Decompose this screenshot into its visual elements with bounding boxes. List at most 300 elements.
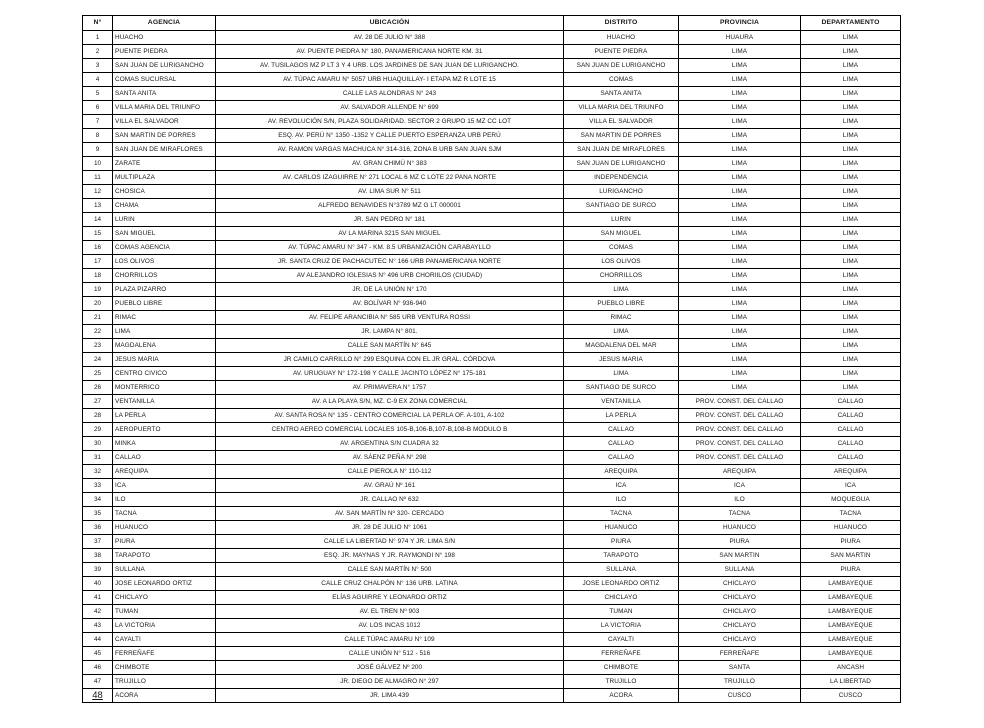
cell-num: 34 (83, 493, 113, 507)
cell-provincia: PROV. CONST. DEL CALLAO (679, 437, 801, 451)
cell-ubicacion: AV. TUSILAGOS MZ P LT 3 Y 4 URB. LOS JARDINES DE SAN JUAN DE LURIGANCHO. (216, 59, 564, 73)
cell-ubicacion: AV. BOLÍVAR N° 936-940 (216, 297, 564, 311)
cell-departamento: CALLAO (801, 409, 901, 423)
cell-departamento: LIMA (801, 45, 901, 59)
column-header-distrito: DISTRITO (564, 16, 679, 31)
cell-num: 16 (83, 241, 113, 255)
cell-ubicacion: AV. TÚPAC AMARU N° 347 - KM. 8.5 URBANIZACIÓN CARABAYLLO (216, 241, 564, 255)
cell-provincia: TACNA (679, 507, 801, 521)
cell-num: 27 (83, 395, 113, 409)
cell-ubicacion: JOSÉ GÁLVEZ Nº 200 (216, 661, 564, 675)
table-row (83, 227, 901, 241)
cell-ubicacion: JR. DE LA UNIÓN N° 170 (216, 283, 564, 297)
cell-num: 22 (83, 325, 113, 339)
cell-ubicacion: CALLE TÚPAC AMARU N° 109 (216, 633, 564, 647)
cell-num: 33 (83, 479, 113, 493)
cell-agencia: TRUJILLO (113, 675, 216, 689)
cell-distrito: SAN JUAN DE LURIGANCHO (564, 157, 679, 171)
table-row (83, 451, 901, 465)
cell-ubicacion: JR. 28 DE JULIO N° 1061 (216, 521, 564, 535)
cell-distrito: CHICLAYO (564, 591, 679, 605)
cell-ubicacion: JR. CALLAO Nº 632 (216, 493, 564, 507)
cell-provincia: LIMA (679, 269, 801, 283)
cell-agencia: SANTA ANITA (113, 87, 216, 101)
table-row (83, 283, 901, 297)
table-row (83, 311, 901, 325)
cell-agencia: CHORRILLOS (113, 269, 216, 283)
cell-departamento: CALLAO (801, 451, 901, 465)
cell-provincia: SAN MARTIN (679, 549, 801, 563)
cell-agencia: TARAPOTO (113, 549, 216, 563)
cell-distrito: PUENTE PIEDRA (564, 45, 679, 59)
cell-distrito: VILLA MARIA DEL TRIUNFO (564, 101, 679, 115)
cell-agencia: AEROPUERTO (113, 423, 216, 437)
cell-ubicacion: CALLE UNIÓN N° 512 - 516 (216, 647, 564, 661)
table-row (83, 647, 901, 661)
table-row (83, 353, 901, 367)
agency-table (82, 15, 901, 703)
cell-departamento: LIMA (801, 143, 901, 157)
cell-provincia: SANTA (679, 661, 801, 675)
table-row (83, 367, 901, 381)
cell-num: 13 (83, 199, 113, 213)
cell-departamento: LIMA (801, 381, 901, 395)
cell-ubicacion: JR. SAN PEDRO N° 181 (216, 213, 564, 227)
cell-num: 6 (83, 101, 113, 115)
cell-ubicacion: AV. ARGENTINA S/N CUADRA 32 (216, 437, 564, 451)
cell-ubicacion: AV. REVOLUCIÓN S/N, PLAZA SOLIDARIDAD. SECTOR 2 GRUPO 15 MZ CC LOT (216, 115, 564, 129)
cell-num: 37 (83, 535, 113, 549)
table-row (83, 339, 901, 353)
cell-num: 47 (83, 675, 113, 689)
table-row (83, 171, 901, 185)
cell-ubicacion: JR CAMILO CARRILLO N° 299 ESQUINA CON EL JR GRAL. CÓRDOVA (216, 353, 564, 367)
cell-ubicacion: JR. DIEGO DE ALMAGRO N° 297 (216, 675, 564, 689)
cell-distrito: TACNA (564, 507, 679, 521)
cell-provincia: LIMA (679, 367, 801, 381)
table-row (83, 423, 901, 437)
cell-departamento: LIMA (801, 185, 901, 199)
cell-agencia: PUEBLO LIBRE (113, 297, 216, 311)
cell-agencia: SULLANA (113, 563, 216, 577)
cell-agencia: CHAMA (113, 199, 216, 213)
cell-agencia: PUENTE PIEDRA (113, 45, 216, 59)
cell-agencia: MAGDALENA (113, 339, 216, 353)
cell-num: 43 (83, 619, 113, 633)
cell-provincia: LIMA (679, 157, 801, 171)
cell-distrito: TARAPOTO (564, 549, 679, 563)
cell-ubicacion: ELÍAS AGUIRRE Y LEONARDO ORTIZ (216, 591, 564, 605)
cell-num: 39 (83, 563, 113, 577)
cell-agencia: LURIN (113, 213, 216, 227)
cell-distrito: SAN MIGUEL (564, 227, 679, 241)
column-header-ubicacion: UBICACIÓN (216, 16, 564, 31)
cell-ubicacion: AV. A LA PLAYA S/N, MZ. C-9 EX ZONA COMERCIAL (216, 395, 564, 409)
table-row (83, 661, 901, 675)
cell-distrito: PUEBLO LIBRE (564, 297, 679, 311)
cell-num: 1 (83, 31, 113, 45)
cell-provincia: LIMA (679, 353, 801, 367)
cell-num: 20 (83, 297, 113, 311)
cell-provincia: LIMA (679, 115, 801, 129)
cell-distrito: LIMA (564, 367, 679, 381)
table-row (83, 619, 901, 633)
cell-num: 3 (83, 59, 113, 73)
cell-num: 26 (83, 381, 113, 395)
cell-departamento: LIMA (801, 31, 901, 45)
cell-distrito: SAN JUAN DE LURIGANCHO (564, 59, 679, 73)
cell-departamento: LIMA (801, 367, 901, 381)
cell-departamento: LA LIBERTAD (801, 675, 901, 689)
cell-num: 11 (83, 171, 113, 185)
cell-departamento: LIMA (801, 269, 901, 283)
table-row (83, 535, 901, 549)
table-row (83, 255, 901, 269)
cell-distrito: CALLAO (564, 423, 679, 437)
cell-distrito: LA VICTORIA (564, 619, 679, 633)
column-header-num: N° (83, 16, 113, 31)
table-row (83, 591, 901, 605)
cell-departamento: LAMBAYEQUE (801, 633, 901, 647)
table-row (83, 507, 901, 521)
cell-ubicacion: AV. SAN MARTÍN Nº 320- CERCADO (216, 507, 564, 521)
cell-num: 46 (83, 661, 113, 675)
cell-departamento: LIMA (801, 59, 901, 73)
cell-ubicacion: AV. TÚPAC AMARU N° 5057 URB HUAQUILLAY- I ETAPA MZ R LOTE 15 (216, 73, 564, 87)
cell-num: 12 (83, 185, 113, 199)
cell-agencia: CENTRO CIVICO (113, 367, 216, 381)
cell-ubicacion: AV. SALVADOR ALLENDE N° 699 (216, 101, 564, 115)
cell-num: 8 (83, 129, 113, 143)
table-header (83, 16, 901, 31)
cell-departamento: LIMA (801, 311, 901, 325)
cell-distrito: CHIMBOTE (564, 661, 679, 675)
cell-provincia: PROV. CONST. DEL CALLAO (679, 395, 801, 409)
cell-distrito: COMAS (564, 241, 679, 255)
cell-agencia: LA VICTORIA (113, 619, 216, 633)
cell-departamento: LIMA (801, 283, 901, 297)
cell-num: 30 (83, 437, 113, 451)
cell-departamento: CALLAO (801, 437, 901, 451)
cell-agencia: MONTERRICO (113, 381, 216, 395)
cell-agencia: SAN MIGUEL (113, 227, 216, 241)
table-row (83, 45, 901, 59)
cell-provincia: LIMA (679, 87, 801, 101)
cell-provincia: LIMA (679, 143, 801, 157)
cell-num: 4 (83, 73, 113, 87)
cell-ubicacion: CALLE LAS ALONDRAS N° 243 (216, 87, 564, 101)
cell-distrito: HUACHO (564, 31, 679, 45)
cell-ubicacion: JR. SANTA CRUZ DE PACHACUTEC N° 166 URB PANAMERICANA NORTE (216, 255, 564, 269)
cell-departamento: ANCASH (801, 661, 901, 675)
table-row (83, 87, 901, 101)
cell-ubicacion: AV. RAMON VARGAS MACHUCA N° 314-316, ZONA B URB SAN JUAN SJM (216, 143, 564, 157)
cell-num: 32 (83, 465, 113, 479)
cell-provincia: ILO (679, 493, 801, 507)
table-row (83, 199, 901, 213)
table-row (83, 437, 901, 451)
cell-departamento: CALLAO (801, 423, 901, 437)
cell-provincia: LIMA (679, 339, 801, 353)
cell-agencia: ACORA (113, 689, 216, 703)
cell-departamento: LIMA (801, 213, 901, 227)
cell-provincia: LIMA (679, 283, 801, 297)
cell-distrito: VILLA EL SALVADOR (564, 115, 679, 129)
cell-agencia: CALLAO (113, 451, 216, 465)
cell-departamento: LIMA (801, 101, 901, 115)
cell-departamento: LIMA (801, 157, 901, 171)
cell-agencia: COMAS SUCURSAL (113, 73, 216, 87)
cell-agencia: ILO (113, 493, 216, 507)
cell-agencia: SAN JUAN DE MIRAFLORES (113, 143, 216, 157)
cell-distrito: ILO (564, 493, 679, 507)
column-header-departamento: DEPARTAMENTO (801, 16, 901, 31)
cell-agencia: VILLA MARIA DEL TRIUNFO (113, 101, 216, 115)
cell-provincia: LIMA (679, 381, 801, 395)
cell-agencia: MINKA (113, 437, 216, 451)
cell-departamento: LIMA (801, 325, 901, 339)
cell-distrito: SAN MARTIN DE PORRES (564, 129, 679, 143)
cell-distrito: LURIGANCHO (564, 185, 679, 199)
table-row (83, 59, 901, 73)
cell-num: 23 (83, 339, 113, 353)
cell-distrito: SAN JUAN DE MIRAFLORES (564, 143, 679, 157)
cell-distrito: SULLANA (564, 563, 679, 577)
table-row (83, 605, 901, 619)
cell-departamento: CALLAO (801, 395, 901, 409)
cell-ubicacion: AV. FELIPE ARANCIBIA N° 585 URB VENTURA ROSSI (216, 311, 564, 325)
cell-departamento: LIMA (801, 353, 901, 367)
cell-num: 9 (83, 143, 113, 157)
cell-provincia: CHICLAYO (679, 577, 801, 591)
cell-departamento: HUANUCO (801, 521, 901, 535)
cell-ubicacion: CALLE SAN MARTÍN N° 645 (216, 339, 564, 353)
agency-table-container (82, 15, 900, 703)
cell-provincia: LIMA (679, 171, 801, 185)
cell-agencia: LOS OLIVOS (113, 255, 216, 269)
cell-departamento: AREQUIPA (801, 465, 901, 479)
table-row (83, 395, 901, 409)
cell-provincia: CHICLAYO (679, 591, 801, 605)
cell-agencia: SAN MARTIN DE PORRES (113, 129, 216, 143)
table-row (83, 213, 901, 227)
cell-agencia: TACNA (113, 507, 216, 521)
table-row (83, 241, 901, 255)
cell-distrito: CAYALTI (564, 633, 679, 647)
cell-agencia: FERREÑAFE (113, 647, 216, 661)
cell-agencia: CHICLAYO (113, 591, 216, 605)
table-body (83, 31, 901, 703)
cell-agencia: HUACHO (113, 31, 216, 45)
cell-distrito: TRUJILLO (564, 675, 679, 689)
cell-provincia: LIMA (679, 311, 801, 325)
cell-ubicacion: AV. PRIMAVERA N° 1757 (216, 381, 564, 395)
cell-ubicacion: ESQ. AV. PERÚ N° 1350 -1352 Y CALLE PUERTO ESPERANZA URB PERÚ (216, 129, 564, 143)
cell-departamento: MOQUEGUA (801, 493, 901, 507)
cell-departamento: PIURA (801, 535, 901, 549)
table-header-row (83, 16, 901, 31)
cell-provincia: LIMA (679, 213, 801, 227)
cell-departamento: LIMA (801, 339, 901, 353)
table-row (83, 73, 901, 87)
cell-ubicacion: CENTRO AEREO COMERCIAL LOCALES 105-B,106-B,107-B,108-B MODULO B (216, 423, 564, 437)
cell-departamento: LIMA (801, 255, 901, 269)
table-row (83, 563, 901, 577)
table-row (83, 633, 901, 647)
cell-agencia: AREQUIPA (113, 465, 216, 479)
cell-provincia: LIMA (679, 45, 801, 59)
cell-distrito: COMAS (564, 73, 679, 87)
cell-ubicacion: AV. PUENTE PIEDRA N° 180, PANAMERICANA NORTE KM. 31 (216, 45, 564, 59)
cell-departamento: LIMA (801, 297, 901, 311)
cell-departamento: LAMBAYEQUE (801, 647, 901, 661)
cell-provincia: LIMA (679, 255, 801, 269)
cell-agencia: JOSE LEONARDO ORTIZ (113, 577, 216, 591)
cell-ubicacion: CALLE LA LIBERTAD N° 974 Y JR. LIMA S/N (216, 535, 564, 549)
column-header-provincia: PROVINCIA (679, 16, 801, 31)
cell-agencia: CHOSICA (113, 185, 216, 199)
cell-ubicacion: JR. LAMPA N° 801. (216, 325, 564, 339)
cell-provincia: PIURA (679, 535, 801, 549)
cell-num: 42 (83, 605, 113, 619)
table-row (83, 185, 901, 199)
cell-ubicacion: CALLE SAN MARTÍN N° 500 (216, 563, 564, 577)
cell-agencia: CAYALTI (113, 633, 216, 647)
cell-ubicacion: AV. GRAN CHIMÚ N° 383 (216, 157, 564, 171)
table-row (83, 129, 901, 143)
table-row (83, 325, 901, 339)
cell-num: 38 (83, 549, 113, 563)
table-row (83, 31, 901, 45)
cell-departamento: LAMBAYEQUE (801, 605, 901, 619)
cell-provincia: CHICLAYO (679, 633, 801, 647)
cell-distrito: VENTANILLA (564, 395, 679, 409)
cell-ubicacion: AV ALEJANDRO IGLESIAS N° 496 URB CHORIILOS (CIUDAD) (216, 269, 564, 283)
cell-agencia: ICA (113, 479, 216, 493)
cell-departamento: LIMA (801, 227, 901, 241)
cell-departamento: LIMA (801, 241, 901, 255)
cell-departamento: LIMA (801, 87, 901, 101)
cell-distrito: SANTA ANITA (564, 87, 679, 101)
cell-provincia: LIMA (679, 199, 801, 213)
cell-agencia: VENTANILLA (113, 395, 216, 409)
table-row (83, 101, 901, 115)
cell-num: 19 (83, 283, 113, 297)
cell-departamento: PIURA (801, 563, 901, 577)
cell-ubicacion: AV. GRAÚ Nº 161 (216, 479, 564, 493)
cell-provincia: LIMA (679, 101, 801, 115)
cell-provincia: LIMA (679, 325, 801, 339)
cell-provincia: CUSCO (679, 689, 801, 703)
cell-provincia: CHICLAYO (679, 619, 801, 633)
cell-num: 14 (83, 213, 113, 227)
cell-num: 31 (83, 451, 113, 465)
cell-ubicacion: AV. LIMA SUR N° 511 (216, 185, 564, 199)
cell-provincia: ICA (679, 479, 801, 493)
cell-departamento: TACNA (801, 507, 901, 521)
table-row (83, 675, 901, 689)
cell-ubicacion: ESQ. JR. MAYNAS Y JR. RAYMONDI N° 198 (216, 549, 564, 563)
cell-num: 25 (83, 367, 113, 381)
cell-distrito: JOSE LEONARDO ORTIZ (564, 577, 679, 591)
cell-ubicacion: ALFREDO BENAVIDES N°3789 MZ G LT 000001 (216, 199, 564, 213)
cell-agencia: JESUS MARIA (113, 353, 216, 367)
table-row (83, 521, 901, 535)
cell-departamento: ICA (801, 479, 901, 493)
cell-distrito: LIMA (564, 283, 679, 297)
cell-ubicacion: AV. EL TREN Nº 903 (216, 605, 564, 619)
cell-provincia: TRUJILLO (679, 675, 801, 689)
cell-num: 17 (83, 255, 113, 269)
cell-distrito: SANTIAGO DE SURCO (564, 381, 679, 395)
cell-num: 44 (83, 633, 113, 647)
cell-provincia: CHICLAYO (679, 605, 801, 619)
table-row (83, 115, 901, 129)
cell-num: 41 (83, 591, 113, 605)
cell-num: 2 (83, 45, 113, 59)
cell-distrito: ACORA (564, 689, 679, 703)
cell-distrito: MAGDALENA DEL MAR (564, 339, 679, 353)
cell-departamento: LIMA (801, 115, 901, 129)
cell-distrito: FERREÑAFE (564, 647, 679, 661)
table-row (83, 143, 901, 157)
table-row (83, 381, 901, 395)
cell-num: 15 (83, 227, 113, 241)
table-row (83, 157, 901, 171)
cell-provincia: SULLANA (679, 563, 801, 577)
cell-ubicacion: AV. CARLOS IZAGUIRRE N° 271 LOCAL 6 MZ C LOTE 22 PANA NORTE (216, 171, 564, 185)
table-row (83, 493, 901, 507)
cell-num: 18 (83, 269, 113, 283)
cell-distrito: LOS OLIVOS (564, 255, 679, 269)
cell-num: 5 (83, 87, 113, 101)
cell-departamento: LIMA (801, 199, 901, 213)
cell-num: 48 (83, 689, 113, 703)
cell-provincia: AREQUIPA (679, 465, 801, 479)
cell-provincia: LIMA (679, 227, 801, 241)
cell-num: 24 (83, 353, 113, 367)
cell-provincia: LIMA (679, 185, 801, 199)
cell-provincia: PROV. CONST. DEL CALLAO (679, 409, 801, 423)
cell-ubicacion: AV. 28 DE JULIO N° 388 (216, 31, 564, 45)
cell-agencia: LA PERLA (113, 409, 216, 423)
cell-provincia: LIMA (679, 297, 801, 311)
cell-provincia: FERREÑAFE (679, 647, 801, 661)
cell-provincia: PROV. CONST. DEL CALLAO (679, 451, 801, 465)
cell-agencia: RIMAC (113, 311, 216, 325)
table-row (83, 549, 901, 563)
cell-distrito: JESUS MARIA (564, 353, 679, 367)
cell-departamento: LAMBAYEQUE (801, 619, 901, 633)
cell-distrito: INDEPENDENCIA (564, 171, 679, 185)
cell-num: 7 (83, 115, 113, 129)
cell-agencia: CHIMBOTE (113, 661, 216, 675)
column-header-agencia: AGENCIA (113, 16, 216, 31)
cell-ubicacion: AV. URUGUAY N° 172-198 Y CALLE JACINTO LÓPEZ N° 175-181 (216, 367, 564, 381)
cell-agencia: COMAS AGENCIA (113, 241, 216, 255)
cell-departamento: LAMBAYEQUE (801, 577, 901, 591)
cell-distrito: CHORRILLOS (564, 269, 679, 283)
cell-num: 28 (83, 409, 113, 423)
cell-ubicacion: CALLE CRUZ CHALPÓN N° 136 URB. LATINA (216, 577, 564, 591)
cell-num: 45 (83, 647, 113, 661)
cell-distrito: CALLAO (564, 437, 679, 451)
table-row (83, 479, 901, 493)
cell-provincia: HUANUCO (679, 521, 801, 535)
cell-ubicacion: CALLE PIEROLA N° 110-112 (216, 465, 564, 479)
cell-provincia: LIMA (679, 73, 801, 87)
cell-num: 29 (83, 423, 113, 437)
